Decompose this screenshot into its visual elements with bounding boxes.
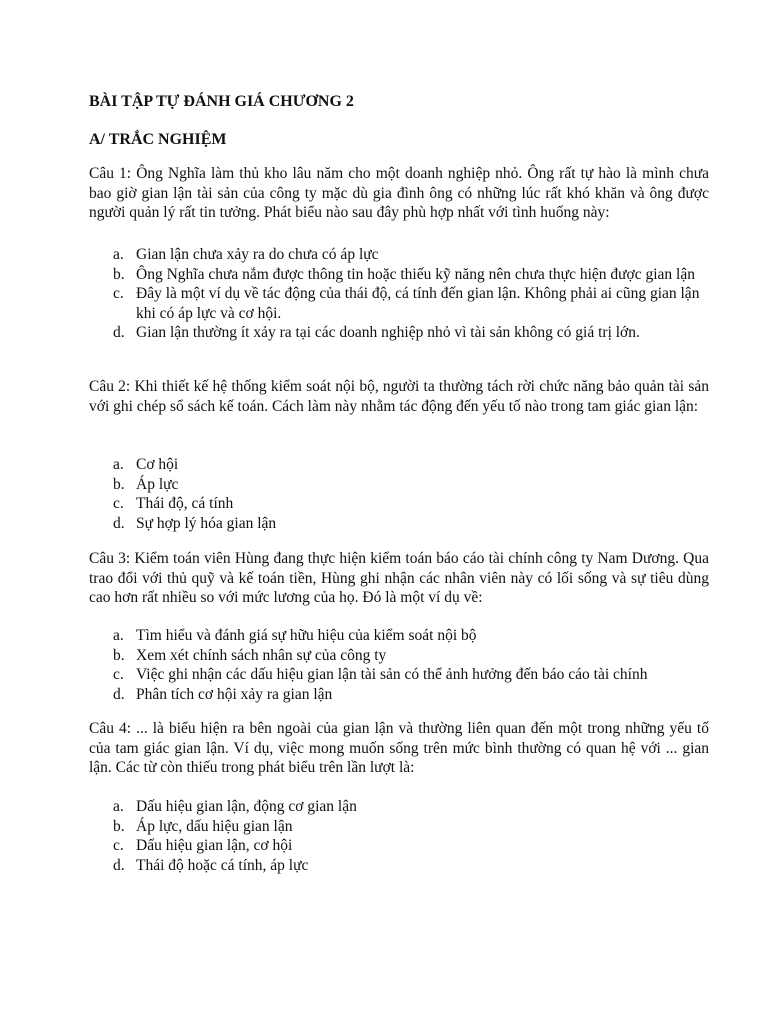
question-4-options	[89, 797, 709, 875]
option-text: Tìm hiểu và đánh giá sự hữu hiệu của kiểm soát nội bộ	[136, 627, 477, 644]
option-item	[89, 646, 709, 666]
option-label: c.	[113, 495, 124, 512]
option-label: b.	[113, 646, 125, 664]
option-label: c.	[113, 666, 124, 683]
option-label: a.	[113, 627, 124, 644]
option-item	[89, 494, 709, 514]
option-item	[89, 626, 709, 646]
option-text: Đây là một ví dụ về tác động của thái độ, cá tính đến gian lận. Không phải ai cũng gian lận khi có áp lực và cơ hội.	[136, 285, 700, 322]
option-text: Ông Nghĩa chưa nắm được thông tin hoặc thiếu kỹ năng nên chưa thực hiện được gian lận	[136, 265, 695, 283]
option-text: Xem xét chính sách nhân sự của công ty	[136, 646, 387, 664]
question-1-text: Câu 1: Ông Nghĩa làm thủ kho lâu năm cho một doanh nghiệp nhỏ. Ông rất tự hào là mình chưa bao giờ gian lận tài sản của công ty mặc dù gia đình ông có những lúc rất khó khăn và ông được người quản lý rất tin tưởng. Phát biểu nào sau đây phù hợp nhất với tình huống này:	[89, 165, 709, 221]
question-2-text: Câu 2: Khi thiết kế hệ thống kiểm soát nội bộ, người ta thường tách rời chức năng bảo quản tài sản với ghi chép sổ sách kế toán. Cách làm này nhằm tác động đến yếu tố nào trong tam giác gian lận:	[89, 378, 709, 415]
option-label: d.	[113, 856, 125, 874]
option-item	[89, 685, 709, 705]
option-label: d.	[113, 685, 125, 703]
option-text: Áp lực, dấu hiệu gian lận	[136, 817, 293, 835]
option-label: d.	[113, 324, 125, 341]
option-item	[89, 797, 709, 817]
option-item	[89, 475, 709, 495]
option-item	[89, 665, 709, 685]
section-heading: A/ TRẮC NGHIỆM	[89, 131, 227, 148]
option-item	[89, 245, 709, 265]
option-text: Phân tích cơ hội xảy ra gian lận	[136, 685, 333, 703]
option-item	[89, 514, 709, 534]
question-4-text: Câu 4: ... là biểu hiện ra bên ngoài của gian lận và thường liên quan đến một trong những yếu tố của tam giác gian lận. Ví dụ, việc mong muốn sống trên mức bình thường có quan hệ với ... gian lận. Các từ còn thiếu trong phát biểu trên lần lượt là:	[89, 720, 709, 776]
option-text: Dấu hiệu gian lận, động cơ gian lận	[136, 798, 357, 815]
option-label: b.	[113, 817, 125, 835]
option-item	[89, 265, 709, 285]
option-label: b.	[113, 475, 125, 493]
option-label: a.	[113, 246, 124, 263]
option-label: a.	[113, 456, 124, 473]
question-3-options	[89, 626, 709, 704]
question-1-options	[89, 245, 709, 343]
question-3-text: Câu 3: Kiểm toán viên Hùng đang thực hiện kiểm toán báo cáo tài chính công ty Nam Dương. Qua trao đổi với thủ quỹ và kế toán tiền, Hùng ghi nhận các nhân viên này có lối sống và sự tiêu dùng cao hơn rất nhiều so với mức lương của họ. Đó là một ví dụ về:	[89, 550, 709, 606]
option-label: c.	[113, 285, 124, 302]
option-label: c.	[113, 837, 124, 854]
option-text: Việc ghi nhận các dấu hiệu gian lận tài sản có thể ảnh hưởng đến báo cáo tài chính	[136, 666, 648, 683]
option-text: Cơ hội	[136, 456, 179, 473]
option-text: Dấu hiệu gian lận, cơ hội	[136, 837, 293, 854]
option-item	[89, 284, 709, 323]
document-title: BÀI TẬP TỰ ĐÁNH GIÁ CHƯƠNG 2	[89, 93, 354, 110]
question-2-options	[89, 455, 709, 533]
option-item	[89, 455, 709, 475]
option-label: d.	[113, 514, 125, 532]
option-item	[89, 817, 709, 837]
option-text: Thái độ, cá tính	[136, 495, 234, 512]
option-text: Gian lận thường ít xảy ra tại các doanh nghiệp nhỏ vì tài sản không có giá trị lớn.	[136, 324, 640, 341]
option-text: Gian lận chưa xảy ra do chưa có áp lực	[136, 246, 379, 263]
option-text: Áp lực	[136, 475, 179, 493]
option-item	[89, 323, 709, 343]
option-label: a.	[113, 798, 124, 815]
option-item	[89, 856, 709, 876]
option-text: Sự hợp lý hóa gian lận	[136, 514, 277, 532]
option-text: Thái độ hoặc cá tính, áp lực	[136, 856, 309, 874]
option-item	[89, 836, 709, 856]
option-label: b.	[113, 265, 125, 283]
